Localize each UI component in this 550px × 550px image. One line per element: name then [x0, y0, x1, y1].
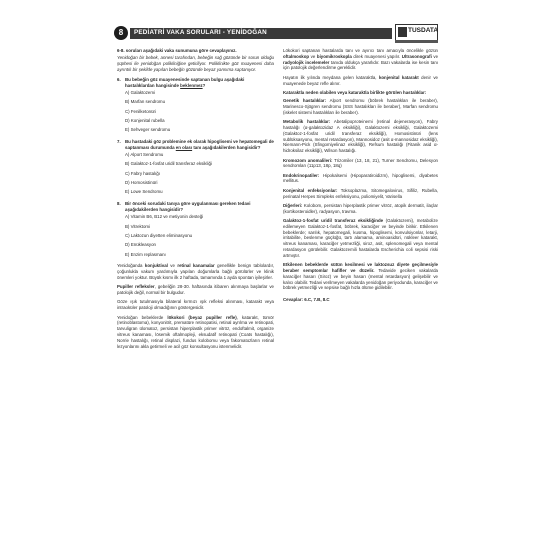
- question-7: [117, 139, 274, 151]
- text-span: direk muayenesi yapılır.: [351, 53, 402, 59]
- option: D) Konjenital rubella: [125, 117, 165, 123]
- disease-list-item: [283, 173, 438, 185]
- text-span: Toksoplazma, Sitomegalovirus, Sifiliz, Rubella, perinatal Herpes Simpleks enfeksiyonu, poliomiyelit, Varisella: [283, 187, 438, 199]
- option: A) Alport Sendromu: [125, 152, 164, 158]
- disease-list-item: [283, 119, 438, 154]
- option: C) Fenilketonüri: [125, 108, 156, 114]
- explanation-paragraph: [283, 48, 438, 71]
- question-6: [117, 77, 274, 89]
- question-6-number: 6.: [117, 76, 121, 82]
- text-span: Hipokalsemi (Hipoparatiroidizm), hipoglisemi, diyabetes mellitus.: [283, 172, 438, 184]
- bold-term: Genetik hastalıklar:: [283, 98, 327, 104]
- bold-term: lökokori (beyaz pupiller refle): [167, 314, 237, 320]
- text-span: Alport sendromu (böbrek hastalıkları ile beraber), Marinesco-Sjögren sendromu (SSS hastalıkları ile beraber), Marfan sendromu (iskelet sistemi hastalıkları ile beraber).: [283, 98, 438, 115]
- option: E) Enzim replasmanı: [125, 251, 166, 257]
- bold-term: Etkilenen bebeklerde sütün kesilmesi ve laktozsuz diyete geçilmesiyle beraber semptomlar hafifler ve düzelir.: [283, 262, 438, 273]
- explanation-paragraph: Göze ışık tutulmasıyla bilateral kırmızı ışık refleksi alınması, katarakt veya intraoküler patoloji olmadığının göstergesidir.: [117, 299, 274, 311]
- option: A) Vitamin B6, B12 ve metiyonin desteği: [125, 214, 204, 220]
- left-column: [117, 48, 274, 353]
- question-6-stem-a: Bu bebeğin göz muayenesinde saptanan bulgu aşağıdaki hastalıklardan hangisinde: [125, 76, 245, 88]
- option: D) Homosistinüri: [125, 180, 158, 185]
- bold-term: biyomikroskopla: [316, 53, 352, 59]
- text-span: Kolobom, persistan hiperplastik primer vitröz, atopik dermatit, ilaçlar (kortikosteroidler), radyasyon, travma.: [283, 202, 438, 214]
- text-span: ve: [431, 53, 439, 59]
- option: A) Galaktozemi: [125, 89, 156, 95]
- explanation-paragraph: [117, 284, 274, 296]
- bold-term: konjenital katarakt: [378, 74, 419, 80]
- question-7-stem-a: Bu hastadaki göz problemine ek olarak hipoglisemi ve hepatomegali de saptanması durumunda: [125, 138, 274, 150]
- question-7-stem: [125, 139, 274, 151]
- bold-term: Galaktoz-1-fosfat uridil transferaz eksikliğinde: [283, 218, 384, 223]
- question-8-options: [125, 214, 274, 257]
- text-span: Tedavide geciken vakalarda karaciğer hasarı (Siroz) ve beyin hasarı (mental retardasyon) gelişebilir ve kalıcı olabilir. Tedavi verilmeyen vakalarda yenidoğan periyodunda, karaciğer ve böbrek yetmezliği ve sepsise bağlı hızla ölüme gidilebilir.: [283, 268, 438, 291]
- text-span: (Galaktozemi), metabolize edilemeyen Galaktoz-1-fosfat, böbrek, karaciğer ve beyinde birikir. Etkilenen bebeklerde; sarılık, hepatomegali, kusma, hipoglisemi, konvulsiyonlar, letarji, irritabilite, beslenme güçlüğü, tartı alamama, aminoasidüri, nükleer katarakt, vitreus kanaması, karaciğer yetmezliği, siroz, asit, splenomegali veya mental retardasyon görülebilir. Galaktozemili hastalarda Escherichia coli sepsisi riski artmıştır.: [283, 218, 438, 258]
- option: E) Lowe Sendromu: [125, 189, 163, 195]
- section-heading: Kataraktla neden olabilen veya kataraktla birlikte görülen hastalıklar:: [283, 90, 427, 96]
- explanation-paragraph: [117, 263, 274, 280]
- text-span: ve: [167, 263, 178, 269]
- answer-key: Cevaplar: 6.C, 7.B, 8.C: [283, 297, 330, 303]
- disease-list-item: [283, 188, 438, 200]
- logo-underline: [395, 40, 438, 43]
- text-span: tanıda oldukça yararlıdır. Bazı vakalarda ise kesin tanı için patolojik değerlendirme gereklidir.: [283, 59, 438, 71]
- text-span: Lökokori saptanan hastalarda tanı ve ayırıcı tanı amacıyla öncelikle gözün: [283, 48, 438, 53]
- question-6-stem-b: ?: [202, 82, 206, 88]
- option: C) Fabry hastalığı: [125, 170, 160, 176]
- question-8: [117, 201, 274, 213]
- text-span: Yenidoğan bebeklerde: [117, 314, 168, 320]
- logo-mark-icon: [398, 27, 407, 37]
- bold-term: Diğerleri:: [283, 202, 303, 208]
- option: B) Marfan sendromu: [125, 99, 166, 105]
- disease-list-item: [283, 203, 438, 215]
- header-title: PEDİATRİ VAKA SORULARI - YENİDOĞAN: [134, 29, 267, 36]
- explanation-paragraph: [283, 75, 438, 87]
- text-span: denir ve muayenede beyaz refle alınır.: [283, 74, 439, 86]
- question-6-stem: [125, 77, 274, 89]
- question-7-number: 7.: [117, 138, 121, 144]
- question-7-stem-b: tanı aşağıdakilerden hangisidir?: [192, 144, 261, 150]
- bold-term: radyolojik incelemeler: [283, 59, 330, 65]
- question-6-stem-underlined: beklenmez: [180, 82, 203, 88]
- question-8-stem: Bir önceki sorudaki tanıya göre uygulanması gereken tedavi aşağıdakilerden hangisidir?: [125, 201, 251, 212]
- bold-term: konjuktival: [144, 263, 168, 269]
- bold-term: Ultrasonografi: [401, 53, 432, 59]
- bold-term: Pupiller refleksler: [117, 284, 155, 290]
- question-6-options: [125, 90, 274, 133]
- case-intro-text: Yenidoğan bir bebek, annesi tarafından, bebeğin sağ gözünde bir sorun olduğu şüphesi ile yenidoğan polikliniğine getiriliyor. Poliklinikte göz muayenesi daha ayrıntılı bir şekilde yapılan bebeğin gözünde beyaz yansıma saptanıyor.: [117, 55, 274, 72]
- text-span: Trizomiler (13, 18, 21), Turner Sendromu, Delesyon sendromları (11p13, 18p, 18q): [283, 157, 438, 169]
- bold-term: Kromozom anomalileri:: [283, 157, 333, 163]
- text-span: , katarakt, tümör (retinoblastoma), konyonitrit, prematüre retinopatisi, retinal ayrılma ve retinopati, tarvuligran ülomatoz, persistan hiperplastik primer vitröz, endoftalmit, organize vitreus kanaması, lösemik oftalmopleji, eksudatif retinopati (Coats hastalığı), Norrie hastalığı, retinal displazi, fundus kolobomu veya fakomatozların retinal lezyonlarını akla getirmeli ve acil göz konsultasyonu istenmelidir.: [117, 314, 274, 349]
- case-intro-title: 6-8. soruları aşağıdaki vaka sunumuna göre cevaplayınız.: [117, 48, 237, 53]
- bold-term: Endokrinopatiler:: [283, 172, 320, 178]
- text-span: , gebeliğin 28-30. haftasında itibaren alınmaya başlarlar ve patolojik değil, normal bir bulgudur.: [117, 284, 274, 296]
- text-span: genellikle benign tablolardır, çoğunlukla vakum yardımıyla yapılan doğumlarla bağlı görülürler ve klinik önemleri yoktur. Büyük kısmı ilk 2 haftada, tamamında 1 ayda spontan iyileşirler.: [117, 263, 275, 280]
- page-number: 8: [114, 26, 128, 40]
- explanation-paragraph: [283, 218, 438, 259]
- explanation-paragraph: [117, 315, 274, 350]
- disease-list-item: [283, 158, 438, 170]
- disease-list-item: [283, 98, 438, 115]
- bold-term: oftalmoskop: [283, 53, 310, 59]
- text-span: ve: [309, 53, 317, 59]
- option: B) Vitrektomi: [125, 223, 151, 229]
- logo-text: TUSDATA: [408, 27, 439, 34]
- question-7-stem-underlined: en olası: [175, 144, 193, 150]
- explanation-paragraph: [283, 262, 438, 291]
- bold-term: retinal kanamalar: [177, 263, 215, 269]
- bold-term: Konjenital enfeksiyonlar:: [283, 187, 338, 193]
- text-span: Hayatın ilk yılında meydana gelen kataraktla,: [283, 74, 379, 80]
- question-7-options: [125, 152, 274, 195]
- question-8-number: 8.: [117, 201, 121, 207]
- option: D) Enükleasyon: [125, 242, 156, 248]
- option: B) Galaktoz-1-fosfat uridil transferaz eksikliği: [125, 161, 212, 167]
- text-span: Yenidoğanda: [117, 263, 145, 269]
- option: E) Sehveger sendromu: [125, 127, 171, 133]
- right-column: [283, 48, 438, 307]
- bold-term: Metabolik hastalıklar:: [283, 119, 331, 125]
- text-span: Abetalipoproteinemi (retinal dejenerasyon), Fabry hastalığı (α-galaktozidaz A eksikliği), Galaktozemi eksikliği, Galaktozemi (Galaktoz-1-fosfat uridil transferaz eksikliği), Homosistinüri (lens sublüksasyonu, mental retardasyon), Mannosidoz (asit α-mannosidaz eksikliği), Niemann-Pick (Sfingomiyelinaz eksikliği), Refsum hastalığı (Fitanik asid α-hidroksilaz eksikliği), Wilson hastalığı.: [283, 119, 438, 154]
- option: C) Laktozun diyetten eliminasyonu: [125, 232, 193, 238]
